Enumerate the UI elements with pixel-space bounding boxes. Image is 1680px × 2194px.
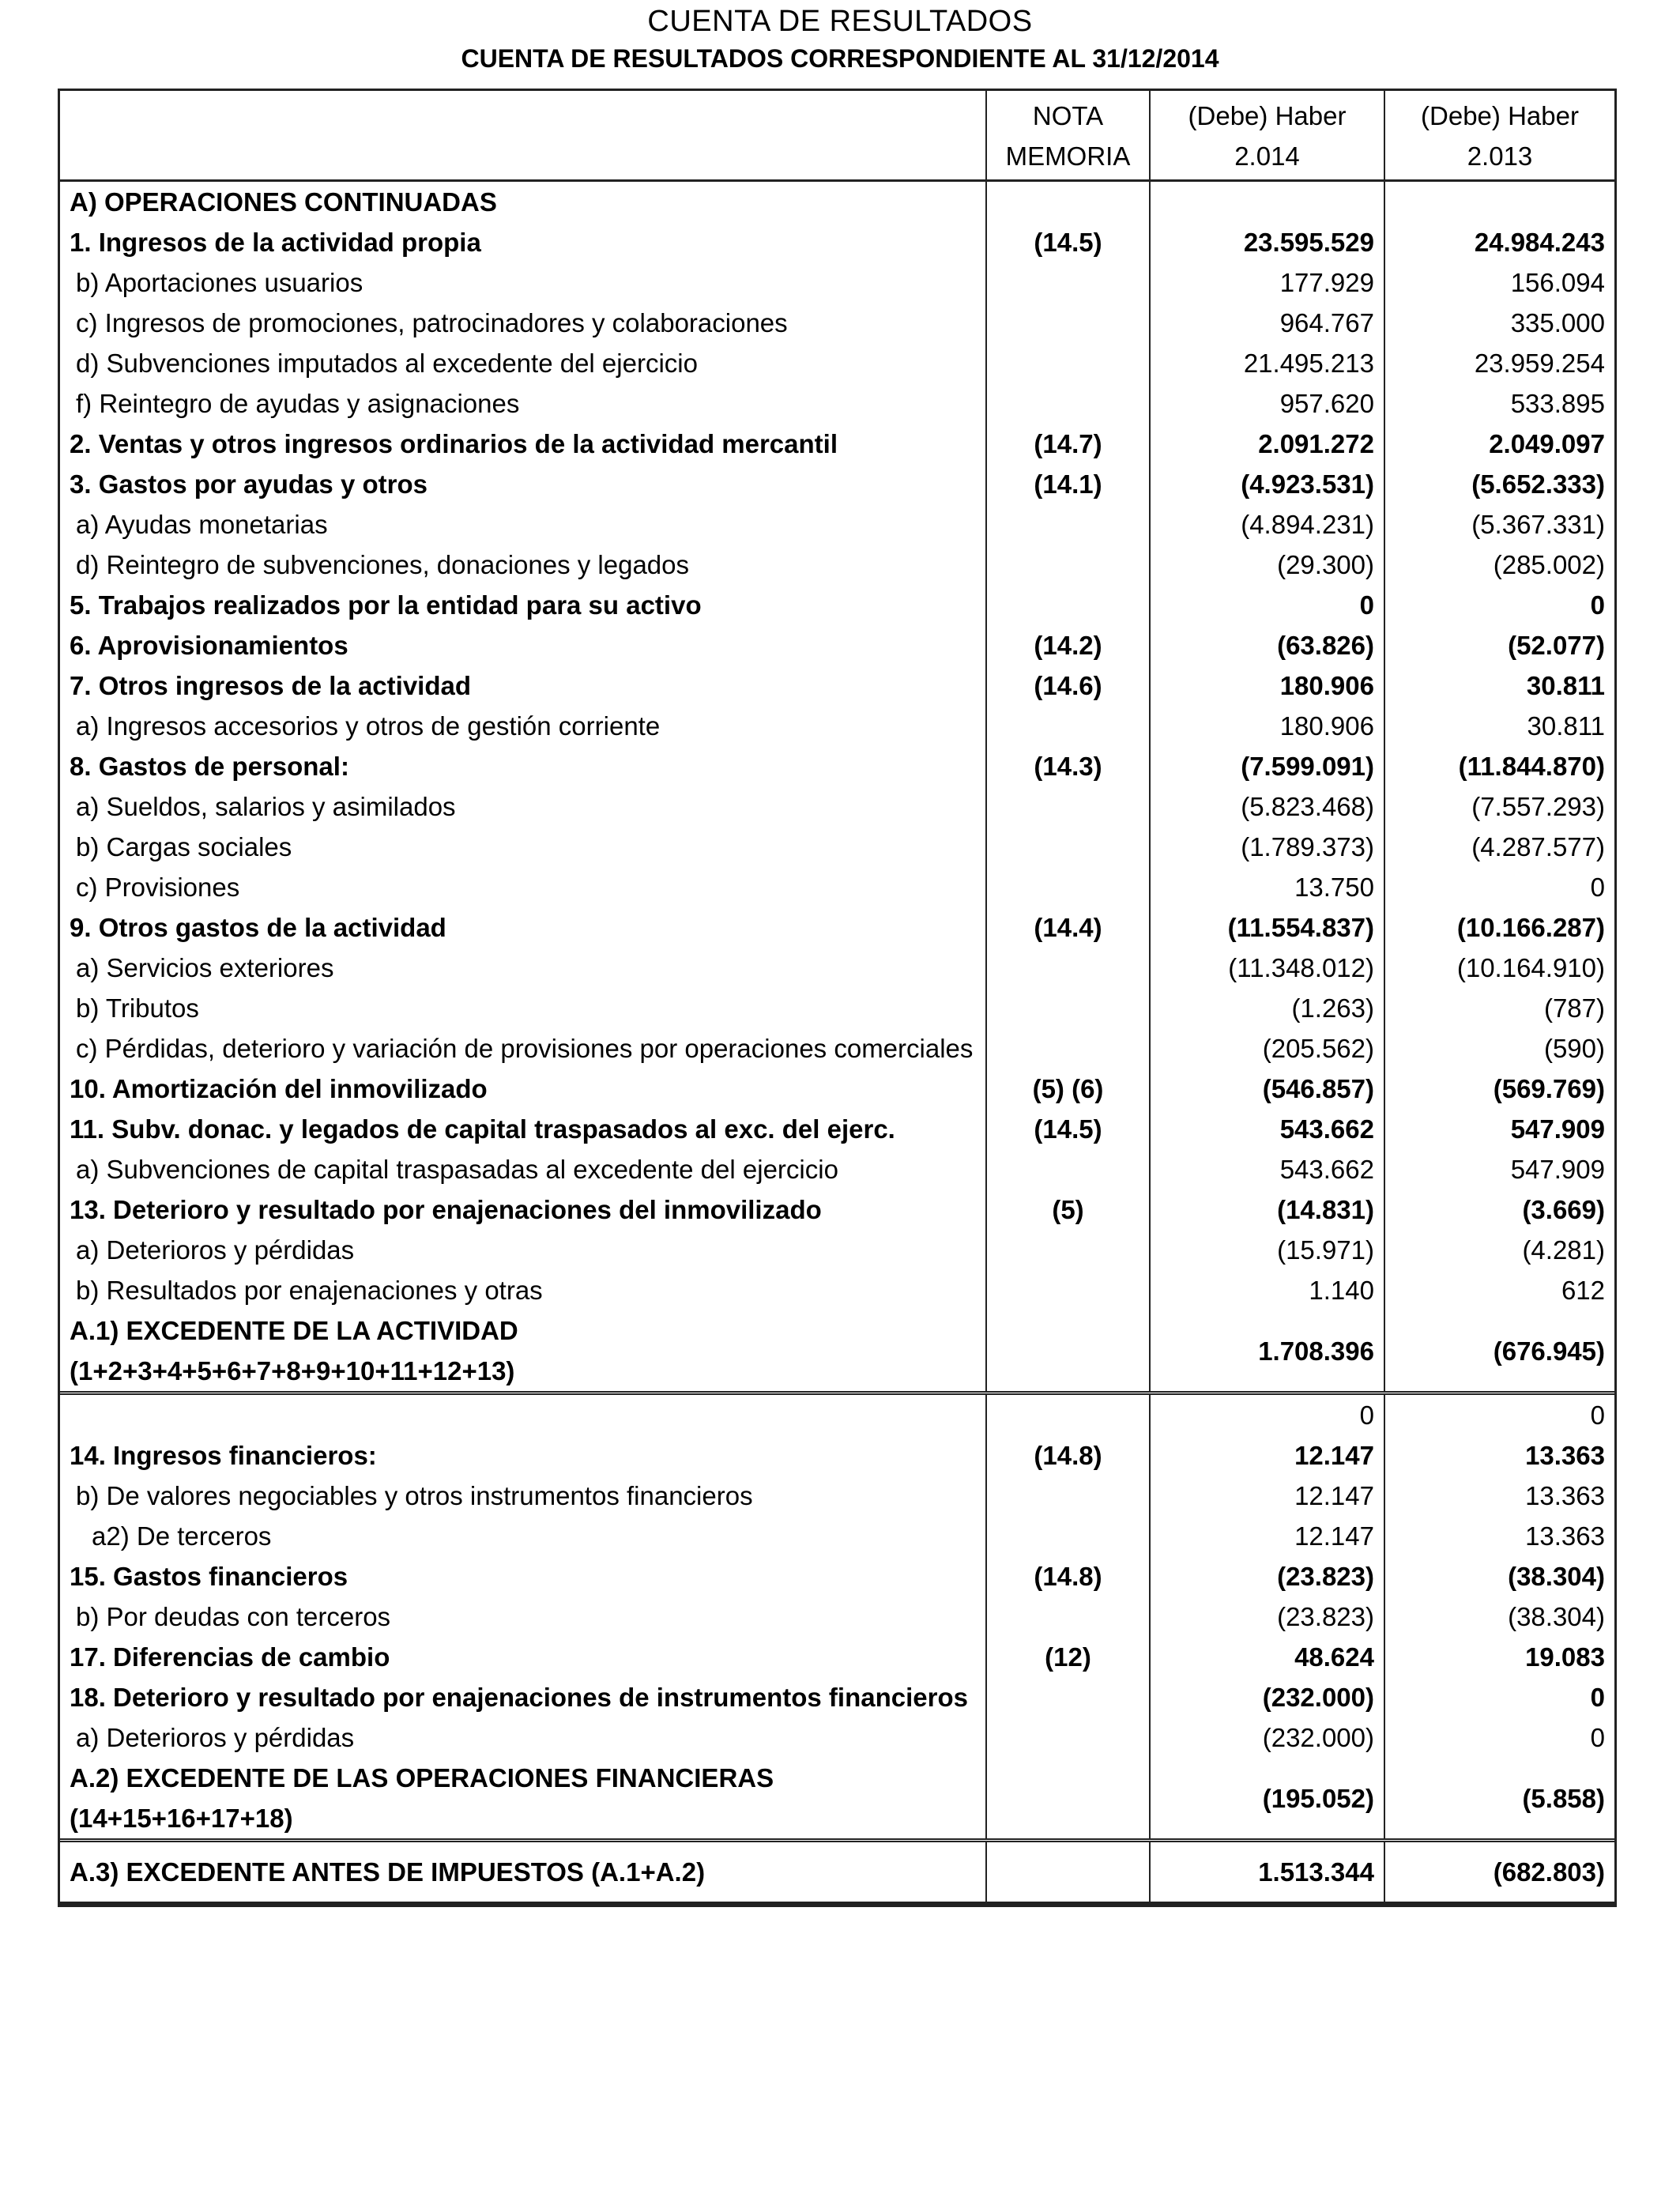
row-value-2014: (1.789.373)	[1150, 827, 1384, 867]
row-label: b) Cargas sociales	[76, 832, 292, 861]
row-nota	[986, 1476, 1150, 1516]
row-value-2014: 177.929	[1150, 262, 1384, 303]
table-row	[60, 746, 1614, 786]
row-nota	[986, 867, 1150, 907]
row-value-2014: 543.662	[1150, 1109, 1384, 1149]
row-label: b) Resultados por enajenaciones y otras	[76, 1276, 543, 1305]
row-value-2014: (205.562)	[1150, 1028, 1384, 1069]
row-value-2013: 156.094	[1384, 262, 1614, 303]
row-value-2014: (232.000)	[1150, 1677, 1384, 1717]
row-value-2013: 547.909	[1384, 1109, 1614, 1149]
row-label: 11. Subv. donac. y legados de capital traspasados al exc. del ejerc.	[70, 1114, 895, 1144]
header-2014-label: (Debe) Haber	[1188, 101, 1347, 130]
row-value-2013: (38.304)	[1384, 1556, 1614, 1596]
row-label: a) Deterioros y pérdidas	[76, 1235, 355, 1265]
table-row	[60, 948, 1614, 988]
row-nota	[986, 1596, 1150, 1637]
row-value-2014: 0	[1150, 585, 1384, 625]
table-row	[60, 383, 1614, 424]
total-a3-row	[60, 1841, 1614, 1904]
table-header-row	[60, 91, 1614, 181]
row-label: 1. Ingresos de la actividad propia	[70, 228, 481, 257]
row-value-2014: (1.263)	[1150, 988, 1384, 1028]
row-value-2013: 30.811	[1384, 706, 1614, 746]
row-nota	[986, 1677, 1150, 1717]
row-nota	[986, 1393, 1150, 1436]
row-value-2013: (5.652.333)	[1384, 464, 1614, 504]
row-value-2014: 2.091.272	[1150, 424, 1384, 464]
row-value-2013: 2.049.097	[1384, 424, 1614, 464]
row-value-2013: (569.769)	[1384, 1069, 1614, 1109]
row-value-2013: 13.363	[1384, 1435, 1614, 1476]
row-label: f) Reintegro de ayudas y asignaciones	[76, 389, 520, 418]
row-nota	[986, 827, 1150, 867]
row-label: a) Deterioros y pérdidas	[76, 1723, 355, 1752]
row-value-2014: (63.826)	[1150, 625, 1384, 665]
table-row	[60, 867, 1614, 907]
row-nota: (14.2)	[986, 625, 1150, 665]
table-row	[60, 1435, 1614, 1476]
row-nota: (14.8)	[986, 1435, 1150, 1476]
row-label: a) Subvenciones de capital traspasadas al excedente del ejercicio	[76, 1155, 838, 1184]
row-label: a2) De terceros	[92, 1521, 272, 1551]
row-nota	[986, 504, 1150, 545]
row-value-2014: 543.662	[1150, 1149, 1384, 1189]
subtotal-a1-nota	[986, 1310, 1150, 1393]
table-row	[60, 1516, 1614, 1556]
row-value-2013: (10.166.287)	[1384, 907, 1614, 948]
row-value-2013: (11.844.870)	[1384, 746, 1614, 786]
row-label: a) Ingresos accesorios y otros de gestión corriente	[76, 711, 661, 741]
row-value-2014: (232.000)	[1150, 1717, 1384, 1758]
row-nota	[986, 1516, 1150, 1556]
row-value-2014: (15.971)	[1150, 1230, 1384, 1270]
row-value-2014: 12.147	[1150, 1476, 1384, 1516]
table-row	[60, 786, 1614, 827]
row-value-2013: (5.367.331)	[1384, 504, 1614, 545]
subtotal-a1-2014: 1.708.396	[1150, 1310, 1384, 1393]
row-value-2014: (14.831)	[1150, 1189, 1384, 1230]
row-value-2013: 19.083	[1384, 1637, 1614, 1677]
table-row	[60, 827, 1614, 867]
row-value-2014: (4.894.231)	[1150, 504, 1384, 545]
row-nota	[986, 1270, 1150, 1310]
row-nota: (14.7)	[986, 424, 1150, 464]
row-value-2013: (38.304)	[1384, 1596, 1614, 1637]
row-nota	[986, 1717, 1150, 1758]
row-nota: (14.6)	[986, 665, 1150, 706]
row-nota: (14.5)	[986, 222, 1150, 262]
document-title: CUENTA DE RESULTADOS	[647, 5, 1033, 38]
header-nota: NOTA	[1032, 101, 1104, 130]
row-label: 17. Diferencias de cambio	[70, 1642, 390, 1672]
subtotal-a2-formula: (14+15+16+17+18)	[70, 1804, 293, 1833]
income-statement-table	[58, 89, 1617, 1907]
table-row	[60, 1149, 1614, 1189]
table-row	[60, 343, 1614, 383]
financial-section	[60, 1393, 1614, 1759]
row-value-2014: 957.620	[1150, 383, 1384, 424]
row-value-2013: (7.557.293)	[1384, 786, 1614, 827]
subtotal-a2-row	[60, 1758, 1614, 1841]
row-value-2013: 335.000	[1384, 303, 1614, 343]
row-nota	[986, 786, 1150, 827]
subtotal-a1-2013: (676.945)	[1384, 1310, 1614, 1393]
row-value-2014: 180.906	[1150, 665, 1384, 706]
row-label: c) Pérdidas, deterioro y variación de provisiones por operaciones comerciales	[76, 1034, 974, 1063]
row-label: b) De valores negociables y otros instrumentos financieros	[76, 1481, 753, 1510]
row-nota: (14.8)	[986, 1556, 1150, 1596]
row-value-2014: 12.147	[1150, 1516, 1384, 1556]
table-row	[60, 988, 1614, 1028]
row-value-2014: 21.495.213	[1150, 343, 1384, 383]
row-nota	[986, 343, 1150, 383]
row-value-2014: 0	[1150, 1393, 1384, 1436]
row-value-2014: 48.624	[1150, 1637, 1384, 1677]
total-a3-label: A.3) EXCEDENTE ANTES DE IMPUESTOS (A.1+A.2)	[70, 1857, 706, 1887]
table-row	[60, 1596, 1614, 1637]
row-label: 14. Ingresos financieros:	[70, 1441, 377, 1470]
row-nota	[986, 181, 1150, 223]
row-value-2013: 0	[1384, 1393, 1614, 1436]
row-value-2014: 180.906	[1150, 706, 1384, 746]
row-value-2014: (5.823.468)	[1150, 786, 1384, 827]
row-label: 2. Ventas y otros ingresos ordinarios de la actividad mercantil	[70, 429, 838, 458]
row-value-2013: (52.077)	[1384, 625, 1614, 665]
row-label	[60, 1393, 986, 1436]
subtotal-a1-label: A.1) EXCEDENTE DE LA ACTIVIDAD	[70, 1316, 518, 1345]
row-label: 9. Otros gastos de la actividad	[70, 913, 446, 942]
table-row	[60, 262, 1614, 303]
table-row	[60, 222, 1614, 262]
row-label: 18. Deterioro y resultado por enajenaciones de instrumentos financieros	[70, 1683, 968, 1712]
table-row	[60, 625, 1614, 665]
row-nota: (14.4)	[986, 907, 1150, 948]
row-nota	[986, 1028, 1150, 1069]
row-value-2013: 0	[1384, 585, 1614, 625]
table-row	[60, 303, 1614, 343]
table-row	[60, 1230, 1614, 1270]
header-description	[60, 91, 986, 181]
row-value-2013: 533.895	[1384, 383, 1614, 424]
subtotal-a1-row	[60, 1310, 1614, 1393]
table-row	[60, 665, 1614, 706]
table-row	[60, 1677, 1614, 1717]
row-label: c) Ingresos de promociones, patrocinadores y colaboraciones	[76, 308, 788, 337]
row-label: b) Tributos	[76, 993, 199, 1023]
subtotal-a1-formula: (1+2+3+4+5+6+7+8+9+10+11+12+13)	[70, 1356, 515, 1385]
row-nota: (14.1)	[986, 464, 1150, 504]
subtotal-a1-section	[60, 1310, 1614, 1393]
table-row	[60, 181, 1614, 223]
row-nota	[986, 1230, 1150, 1270]
row-label: 10. Amortización del inmovilizado	[70, 1074, 488, 1103]
subtotal-a2-2013: (5.858)	[1384, 1758, 1614, 1841]
header-memoria: MEMORIA	[1005, 141, 1131, 171]
row-value-2014: (23.823)	[1150, 1596, 1384, 1637]
row-nota	[986, 1149, 1150, 1189]
row-label: d) Subvenciones imputados al excedente del ejercicio	[76, 349, 698, 378]
table-row	[60, 1028, 1614, 1069]
row-nota	[986, 262, 1150, 303]
row-value-2013: 0	[1384, 867, 1614, 907]
row-nota	[986, 585, 1150, 625]
row-value-2014: 964.767	[1150, 303, 1384, 343]
row-label: A) OPERACIONES CONTINUADAS	[70, 187, 497, 217]
subtotal-a2-2014: (195.052)	[1150, 1758, 1384, 1841]
row-label: a) Sueldos, salarios y asimilados	[76, 792, 456, 821]
row-nota: (14.3)	[986, 746, 1150, 786]
row-label: 15. Gastos financieros	[70, 1562, 348, 1591]
row-value-2013: 547.909	[1384, 1149, 1614, 1189]
row-value-2013: (10.164.910)	[1384, 948, 1614, 988]
row-value-2014: 1.140	[1150, 1270, 1384, 1310]
row-nota	[986, 988, 1150, 1028]
table-row	[60, 504, 1614, 545]
row-value-2014: (7.599.091)	[1150, 746, 1384, 786]
table-row	[60, 1476, 1614, 1516]
row-value-2014: (11.554.837)	[1150, 907, 1384, 948]
operating-section	[60, 181, 1614, 1311]
table-row	[60, 1270, 1614, 1310]
row-label: a) Servicios exteriores	[76, 953, 334, 982]
row-value-2014: 12.147	[1150, 1435, 1384, 1476]
row-value-2013: 13.363	[1384, 1476, 1614, 1516]
row-label: 3. Gastos por ayudas y otros	[70, 469, 428, 499]
total-a3-2013: (682.803)	[1384, 1841, 1614, 1904]
row-value-2014: (23.823)	[1150, 1556, 1384, 1596]
row-value-2014: (546.857)	[1150, 1069, 1384, 1109]
row-value-2013: 24.984.243	[1384, 222, 1614, 262]
row-label: b) Aportaciones usuarios	[76, 268, 363, 297]
table-row	[60, 1393, 1614, 1436]
row-nota	[986, 545, 1150, 585]
table-row	[60, 1556, 1614, 1596]
row-value-2014: 13.750	[1150, 867, 1384, 907]
table-row	[60, 1717, 1614, 1758]
row-label: c) Provisiones	[76, 873, 240, 902]
table-row	[60, 1069, 1614, 1109]
row-value-2014: 23.595.529	[1150, 222, 1384, 262]
row-nota	[986, 303, 1150, 343]
total-a3-nota	[986, 1841, 1150, 1904]
table-row	[60, 706, 1614, 746]
row-value-2014: (11.348.012)	[1150, 948, 1384, 988]
table-row	[60, 1637, 1614, 1677]
row-value-2014	[1150, 181, 1384, 223]
row-nota: (14.5)	[986, 1109, 1150, 1149]
subtotal-a2-section	[60, 1758, 1614, 1903]
row-value-2013: (4.287.577)	[1384, 827, 1614, 867]
row-value-2013: 23.959.254	[1384, 343, 1614, 383]
table-row	[60, 585, 1614, 625]
row-nota	[986, 948, 1150, 988]
row-value-2013: (590)	[1384, 1028, 1614, 1069]
row-label: 8. Gastos de personal:	[70, 752, 349, 781]
row-value-2013: (787)	[1384, 988, 1614, 1028]
header-2013-label: (Debe) Haber	[1421, 101, 1579, 130]
row-label: 5. Trabajos realizados por la entidad para su activo	[70, 590, 702, 620]
row-value-2013: 612	[1384, 1270, 1614, 1310]
row-label: 7. Otros ingresos de la actividad	[70, 671, 472, 700]
row-value-2014: (4.923.531)	[1150, 464, 1384, 504]
row-value-2013: (285.002)	[1384, 545, 1614, 585]
table-row	[60, 464, 1614, 504]
row-value-2013: 0	[1384, 1717, 1614, 1758]
table-row	[60, 424, 1614, 464]
table-row	[60, 907, 1614, 948]
table-row	[60, 1189, 1614, 1230]
row-label: 6. Aprovisionamientos	[70, 631, 348, 660]
row-value-2014: (29.300)	[1150, 545, 1384, 585]
row-label: d) Reintegro de subvenciones, donaciones y legados	[76, 550, 690, 579]
row-nota	[986, 706, 1150, 746]
subtotal-a2-label: A.2) EXCEDENTE DE LAS OPERACIONES FINANCIERAS	[70, 1763, 774, 1793]
row-label: 13. Deterioro y resultado por enajenaciones del inmovilizado	[70, 1195, 822, 1224]
row-value-2013: (4.281)	[1384, 1230, 1614, 1270]
row-value-2013: 0	[1384, 1677, 1614, 1717]
header-2014-year: 2.014	[1234, 141, 1300, 171]
header-2014	[1150, 91, 1384, 181]
row-nota	[986, 383, 1150, 424]
row-value-2013: 30.811	[1384, 665, 1614, 706]
header-2013-year: 2.013	[1467, 141, 1533, 171]
row-value-2013	[1384, 181, 1614, 223]
subtotal-a2-nota	[986, 1758, 1150, 1841]
document-subtitle: CUENTA DE RESULTADOS CORRESPONDIENTE AL 31/12/2014	[461, 44, 1219, 73]
row-label: a) Ayudas monetarias	[76, 510, 328, 539]
header-nota-memoria	[986, 91, 1150, 181]
row-nota: (5) (6)	[986, 1069, 1150, 1109]
table-row	[60, 545, 1614, 585]
total-a3-2014: 1.513.344	[1150, 1841, 1384, 1904]
row-value-2013: 13.363	[1384, 1516, 1614, 1556]
header-2013	[1384, 91, 1614, 181]
row-label: b) Por deudas con terceros	[76, 1602, 391, 1631]
row-value-2013: (3.669)	[1384, 1189, 1614, 1230]
row-nota: (12)	[986, 1637, 1150, 1677]
table-row	[60, 1109, 1614, 1149]
row-nota: (5)	[986, 1189, 1150, 1230]
